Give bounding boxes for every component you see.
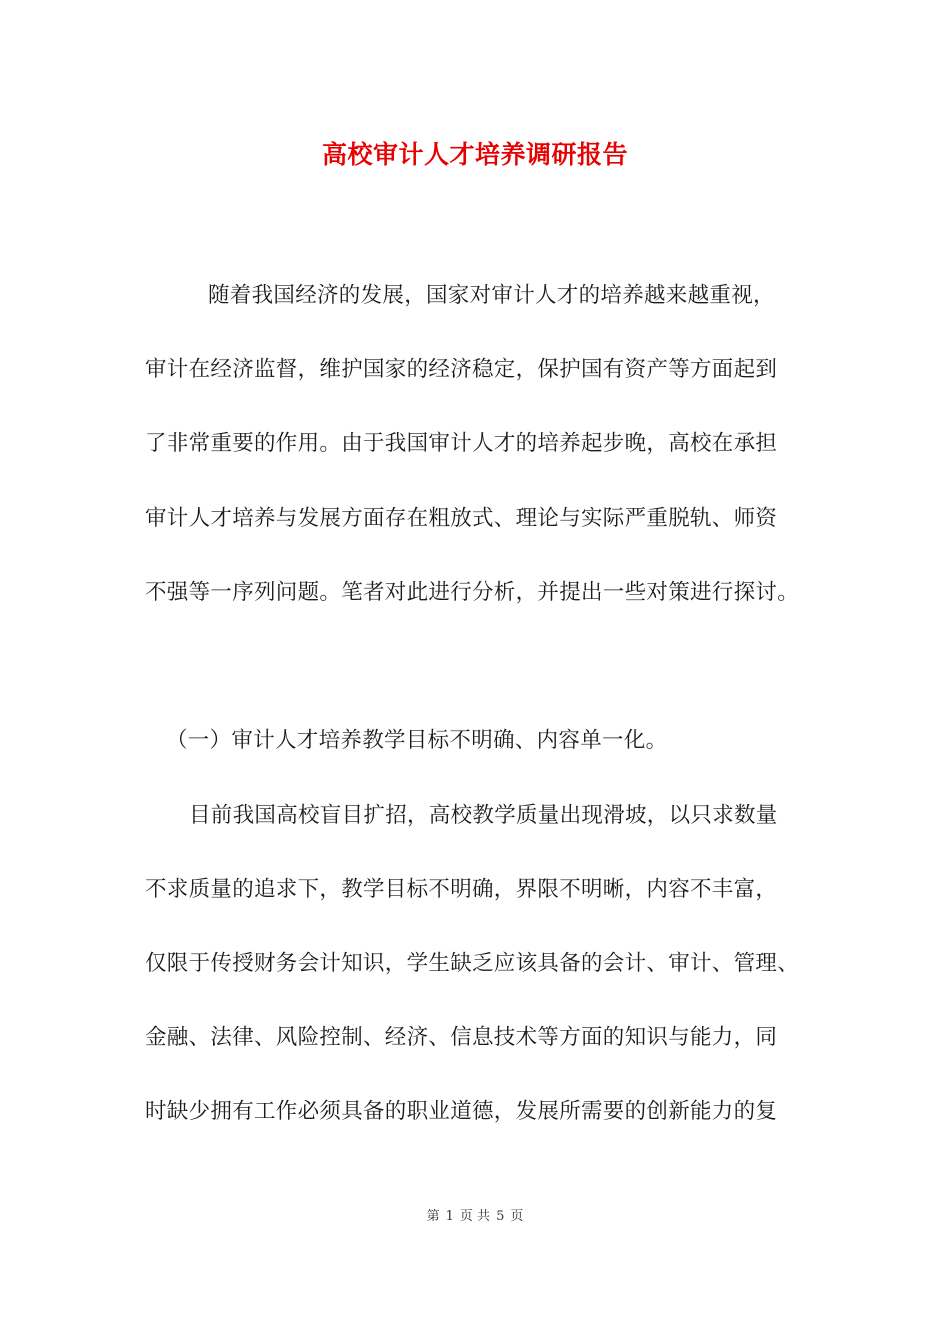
intro-line-3: 了非常重要的作用。由于我国审计人才的培养起步晚，高校在承担 bbox=[145, 431, 778, 456]
section-line-3: 仅限于传授财务会计知识，学生缺乏应该具备的会计、审计、管理、 bbox=[145, 951, 800, 976]
footer-suffix: 页 bbox=[510, 1209, 524, 1224]
footer-current-page: 1 bbox=[445, 1209, 454, 1224]
section-line-4: 金融、法律、风险控制、经济、信息技术等方面的知识与能力，同 bbox=[145, 1025, 778, 1050]
intro-line-5: 不强等一序列问题。笔者对此进行分析，并提出一些对策进行探讨。 bbox=[145, 580, 800, 605]
footer-mid: 页 共 bbox=[459, 1209, 491, 1224]
intro-line-2: 审计在经济监督，维护国家的经济稳定，保护国有资产等方面起到 bbox=[145, 357, 778, 382]
intro-line-1: 随着我国经济的发展，国家对审计人才的培养越来越重视， bbox=[208, 283, 775, 308]
section-line-5: 时缺少拥有工作必须具备的职业道德，发展所需要的创新能力的复 bbox=[145, 1099, 778, 1124]
section-line-2: 不求质量的追求下，教学目标不明确，界限不明晰，内容不丰富， bbox=[145, 877, 778, 902]
footer-prefix: 第 bbox=[426, 1209, 440, 1224]
footer-total-pages: 5 bbox=[496, 1209, 505, 1224]
section-heading: （一）审计人才培养教学目标不明确、内容单一化。 bbox=[166, 728, 668, 753]
page-footer bbox=[0, 1208, 950, 1226]
document-title: 高校审计人才培养调研报告 bbox=[321, 140, 628, 169]
section-line-1: 目前我国高校盲目扩招，高校教学质量出现滑坡，以只求数量 bbox=[189, 803, 778, 828]
intro-line-4: 审计人才培养与发展方面存在粗放式、理论与实际严重脱轨、师资 bbox=[145, 506, 778, 531]
